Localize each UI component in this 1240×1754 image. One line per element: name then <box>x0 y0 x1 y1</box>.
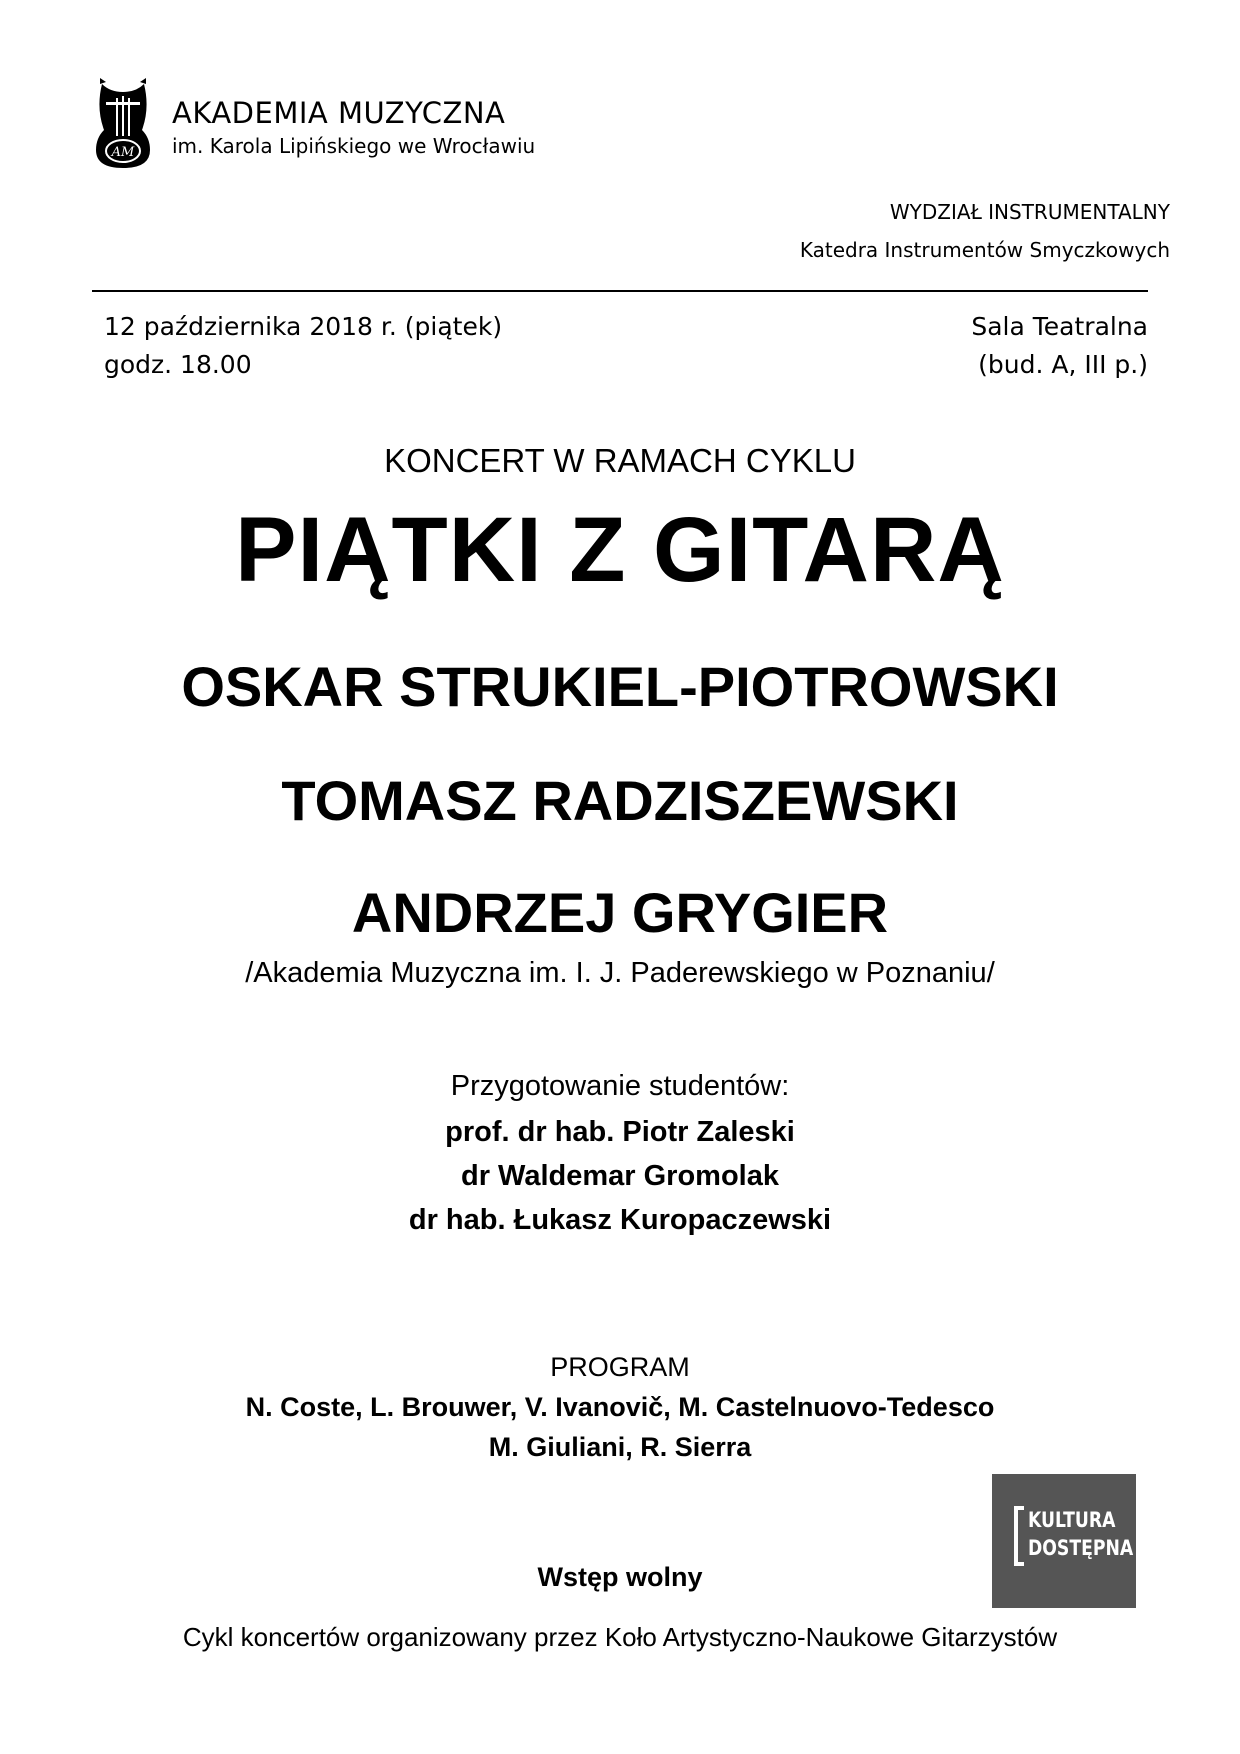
organizer-note: Cykl koncertów organizowany przez Koło Artystyczno-Naukowe Gitarzystów <box>182 1622 1058 1652</box>
svg-text:AM: AM <box>111 145 135 160</box>
performer-name: TOMASZ RADZISZEWSKI <box>281 769 959 832</box>
faculty-name: WYDZIAŁ INSTRUMENTALNY <box>889 200 1170 224</box>
teacher-name: prof. dr hab. Piotr Zaleski <box>445 1116 795 1148</box>
header-divider <box>92 290 1148 292</box>
badge-line: KULTURA <box>1028 1508 1116 1532</box>
series-intro: KONCERT W RAMACH CYKLU <box>384 442 856 479</box>
program-line: M. Giuliani, R. Sierra <box>488 1432 752 1462</box>
event-time: godz. 18.00 <box>104 350 252 379</box>
org-subtitle: im. Karola Lipińskiego we Wrocławiu <box>172 134 536 158</box>
event-venue-detail: (bud. A, III p.) <box>978 350 1148 379</box>
program-heading: PROGRAM <box>550 1352 690 1382</box>
bracket-icon <box>1014 1506 1024 1566</box>
program-line: N. Coste, L. Brouwer, V. Ivanovič, M. Castelnuovo-Tedesco <box>245 1392 995 1422</box>
performer-name: OSKAR STRUKIEL-PIOTROWSKI <box>181 655 1059 718</box>
preparation-heading: Przygotowanie studentów: <box>450 1070 790 1102</box>
performer-name: ANDRZEJ GRYGIER <box>351 881 889 944</box>
org-name: AKADEMIA MUZYCZNA <box>172 96 506 130</box>
department-name: Katedra Instrumentów Smyczkowych <box>799 238 1170 262</box>
teacher-name: dr Waldemar Gromolak <box>460 1160 779 1192</box>
lyre-logo-icon <box>92 78 154 170</box>
admission-note: Wstęp wolny <box>537 1562 703 1592</box>
series-title: PIĄTKI Z GITARĄ <box>235 499 1005 601</box>
event-venue: Sala Teatralna <box>971 312 1148 341</box>
performer-affiliation: /Akademia Muzyczna im. I. J. Paderewskiego w Poznaniu/ <box>245 957 995 989</box>
teacher-name: dr hab. Łukasz Kuropaczewski <box>408 1204 832 1236</box>
event-date: 12 października 2018 r. (piątek) <box>104 312 503 341</box>
badge-line: DOSTĘPNA <box>1028 1536 1134 1560</box>
